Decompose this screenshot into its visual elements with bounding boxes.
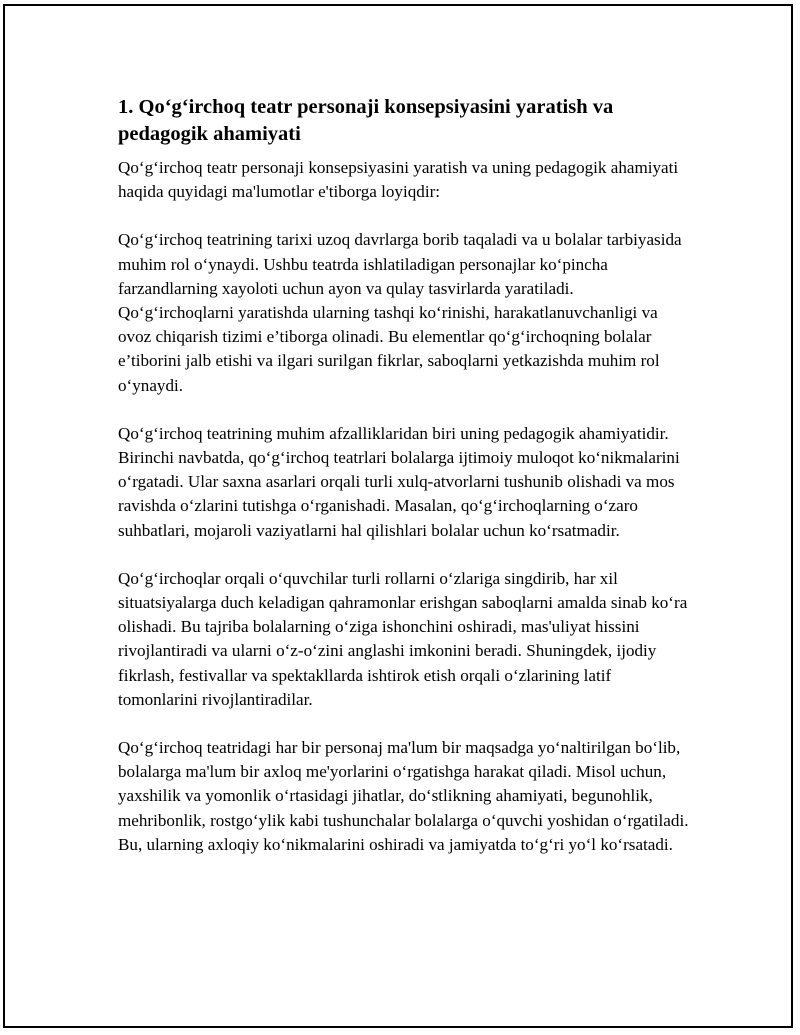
paragraph-pedagogical-value: Qo‘g‘irchoq teatrining muhim afzalliklaridan biri uning pedagogik ahamiyatidir. Birinchi navbatda, qo‘g‘irchoq teatrlari bolalarga ijtimoiy muloqot ko‘nikmalarini o‘rgatadi. Ular saxna asarlari orqali turli xulq-atvorlarni tushunib olishadi va mos ravishda o‘zlarini tutishga o‘rganishadi. Masalan, qo‘g‘irchoqlarning o‘zaro suhbatlari, mojaroli vaziyatlarni hal qilishlari bolalar uchun ko‘rsatmadir. [118, 423, 680, 540]
paragraph-roles: Qo‘g‘irchoqlar orqali o‘quvchilar turli rollarni o‘zlariga singdirib, har xil situatsiyalarga duch keladigan qahramonlar erishgan saboqlarni amalda sinab ko‘ra olishadi. Bu tajriba bolalarning o‘ziga ishonchini oshiradi, mas'uliyat hissini rivojlantiradi va ularni o‘z-o‘zini anglashi imkonini beradi. Shuningdek, ijodiy fikrlash, festivallar va spektakllarda ishtirok etish orqali o‘zlarining latif tomonlarini rivojlantiradilar. [118, 568, 688, 709]
paragraph-history: Qo‘g‘irchoq teatrining tarixi uzoq davrlarga borib taqaladi va u bolalar tarbiyasida muhim rol o‘ynaydi. Ushbu teatrda ishlatiladigan personajlar ko‘pincha farzandlarning xayoloti uchun ayon va qulay tasvirlarda yaratiladi. Qo‘g‘irchoqlarni yaratishda ularning tashqi ko‘rinishi, harakatlanuvchanligi va ovoz chiqarish tizimi e’tiborga olinadi. Bu elementlar qo‘g‘irchoqning bolalar e’tiborini jalb etishi va ilgari surilgan fikrlar, saboqlarni yetkazishda muhim rol o‘ynaydi. [118, 230, 682, 395]
paragraph-ethics: Qo‘g‘irchoq teatridagi har bir personaj ma'lum bir maqsadga yo‘naltirilgan bo‘lib, bolalarga ma'lum bir axloq me'yorlarini o‘rgatishga harakat qiladi. Misol uchun, yaxshilik va yomonlik o‘rtasidagi jihatlar, do‘stlikning ahamiyati, begunohlik, mehribonlik, rostgo‘ylik kabi tushunchalar bolalarga o‘quvchi yoshidan o‘rgatiladi. Bu, ularning axloqiy ko‘nikmalarini oshiradi va jamiyatda to‘g‘ri yo‘l ko‘rsatadi. [118, 738, 689, 854]
paragraph-intro: Qo‘g‘irchoq teatr personaji konsepsiyasini yaratish va uning pedagogik ahamiyati haqida quyidagi ma'lumotlar e'tiborga loyiqdir: [118, 158, 679, 202]
document-body [118, 94, 690, 881]
section-heading: 1. Qo‘g‘irchoq teatr personaji konsepsiyasini yaratish va pedagogik ahamiyati [118, 96, 614, 145]
